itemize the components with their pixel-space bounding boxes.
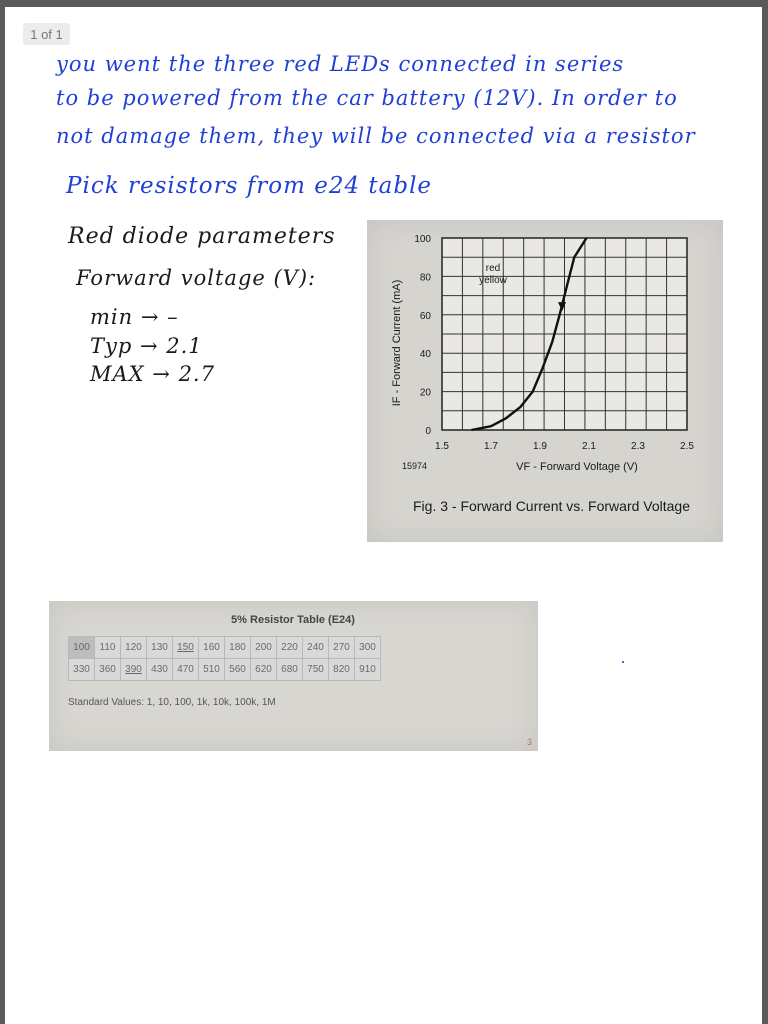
- table-cell: 100: [69, 637, 95, 659]
- table-cell: 120: [121, 637, 147, 659]
- table-row: [69, 637, 381, 659]
- table-row: [69, 659, 381, 681]
- table-cell: 430: [147, 659, 173, 681]
- y-axis-label: IF - Forward Current (mA): [391, 279, 403, 407]
- problem-line-4: Pick resistors from e24 table: [66, 173, 433, 199]
- x-tick-label: 1.9: [533, 441, 547, 452]
- table-cell: 360: [95, 659, 121, 681]
- table-cell: 390: [121, 659, 147, 681]
- x-tick-label: 1.7: [484, 441, 498, 452]
- table-cell: 470: [173, 659, 199, 681]
- y-tick-label: 0: [425, 426, 431, 437]
- problem-line-1: you went the three red LEDs connected in series: [56, 52, 625, 76]
- figure-caption: Fig. 3 - Forward Current vs. Forward Voltage: [413, 498, 690, 514]
- figure-photo: [367, 220, 723, 542]
- table-cell: 620: [251, 659, 277, 681]
- forward-voltage-label: Forward voltage (V):: [76, 266, 317, 290]
- table-cell: 560: [225, 659, 251, 681]
- table-cell: 330: [69, 659, 95, 681]
- page-number: 3: [526, 737, 532, 747]
- stray-mark: [622, 661, 624, 663]
- y-tick-label: 100: [414, 234, 431, 245]
- figure-code: 15974: [402, 461, 428, 471]
- table-cell: 110: [95, 637, 121, 659]
- table-cell: 300: [355, 637, 381, 659]
- x-tick-label: 2.3: [631, 441, 645, 452]
- table-cell: 680: [277, 659, 303, 681]
- y-tick-label: 60: [419, 310, 431, 322]
- table-cell: 240: [303, 637, 329, 659]
- table-cell: 750: [303, 659, 329, 681]
- x-tick-label: 1.5: [435, 441, 449, 452]
- curve-label-red: red: [485, 263, 501, 274]
- table-cell: 270: [329, 637, 355, 659]
- diode-heading: Red diode parameters: [68, 224, 336, 249]
- x-axis-label: VF - Forward Voltage (V): [516, 461, 638, 473]
- standard-values-note: Standard Values: 1, 10, 100, 1k, 10k, 100k, 1M: [68, 697, 276, 708]
- table-cell: 150: [173, 637, 199, 659]
- x-tick-label: 2.5: [680, 441, 694, 452]
- forward-current-chart: [367, 220, 723, 542]
- table-cell: 180: [225, 637, 251, 659]
- y-tick-label: 80: [419, 272, 431, 284]
- resistor-table-title: 5% Resistor Table (E24): [231, 614, 355, 626]
- vf-typ: Typ → 2.1: [90, 334, 203, 358]
- table-cell: 820: [329, 659, 355, 681]
- vf-max: MAX → 2.7: [90, 362, 215, 386]
- table-cell: 910: [355, 659, 381, 681]
- table-cell: 200: [251, 637, 277, 659]
- curve-label-yellow: yellow: [479, 275, 507, 286]
- y-tick-label: 20: [419, 387, 431, 399]
- y-tick-label: 40: [419, 349, 431, 361]
- table-cell: 160: [199, 637, 225, 659]
- table-cell: 220: [277, 637, 303, 659]
- table-cell: 130: [147, 637, 173, 659]
- resistor-table: [68, 636, 381, 681]
- problem-line-2: to be powered from the car battery (12V). In order to: [56, 86, 678, 110]
- table-cell: 510: [199, 659, 225, 681]
- page-indicator: 1 of 1: [23, 23, 70, 45]
- problem-line-3: not damage them, they will be connected via a resistor: [56, 124, 696, 148]
- vf-min: min → –: [90, 305, 179, 329]
- resistor-table-photo: [49, 601, 538, 751]
- x-tick-label: 2.1: [582, 441, 596, 452]
